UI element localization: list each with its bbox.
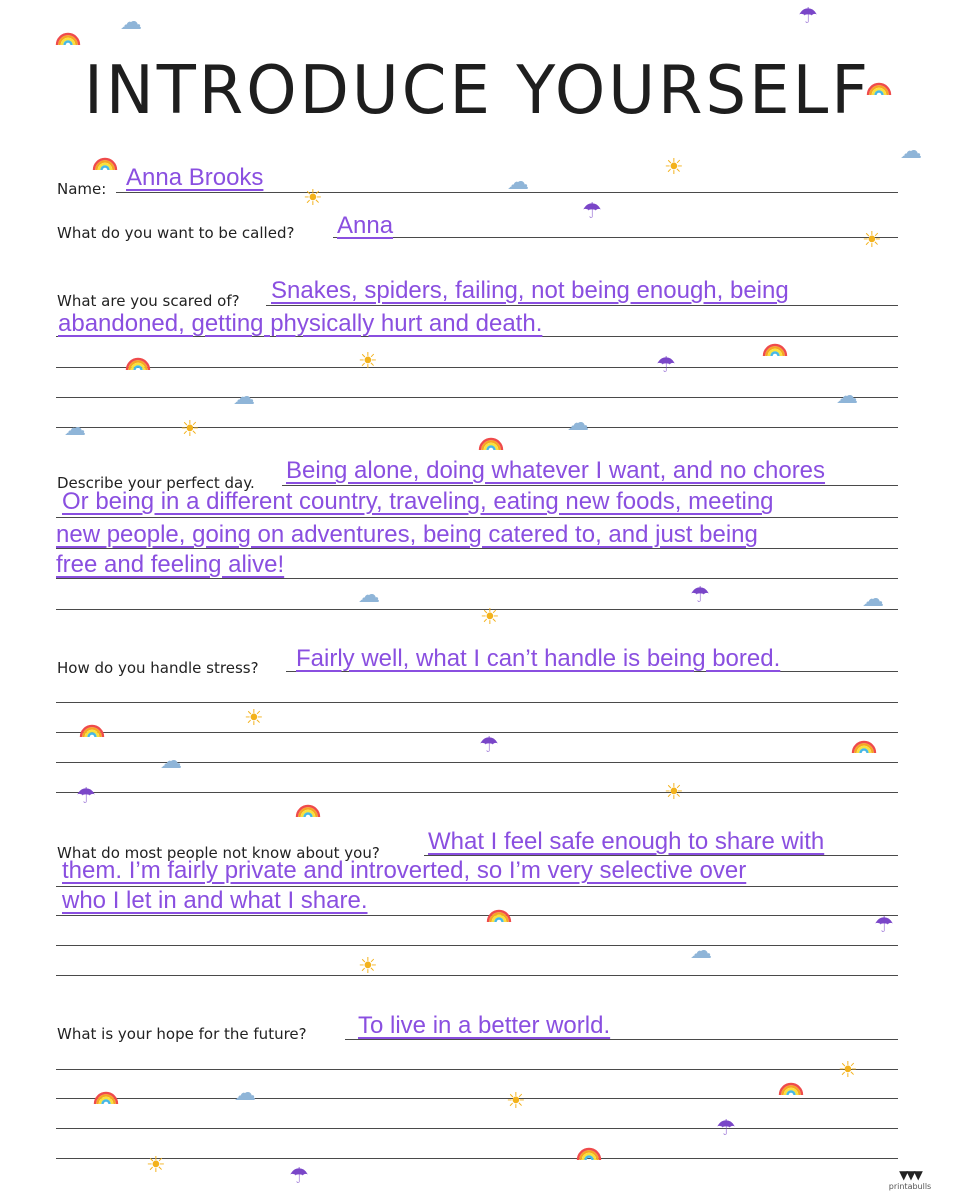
sun-icon: ☀ [244, 706, 264, 731]
worksheet-title: INTRODUCE YOURSELF [83, 52, 872, 130]
rain-cloud-icon: ☁ [507, 170, 529, 195]
answer-perfect-day-line-1: Being alone, doing whatever I want, and no chores [286, 457, 826, 484]
sun-icon: ☀ [664, 155, 684, 180]
rainbow-icon [866, 76, 892, 96]
sun-icon: ☀ [146, 1153, 166, 1178]
rainbow-icon [778, 1076, 804, 1096]
rain-cloud-icon: ☁ [836, 384, 858, 409]
answer-perfect-day-line-4: free and feeling alive! [56, 551, 285, 578]
question-label-name: Name: [57, 180, 107, 198]
rainbow-icon [576, 1141, 602, 1161]
sun-icon: ☀ [862, 228, 882, 253]
umbrella-rain-icon: ☂ [479, 733, 499, 758]
rainbow-icon [93, 1085, 119, 1105]
umbrella-rain-icon: ☂ [582, 199, 602, 224]
sun-icon: ☀ [303, 186, 323, 211]
sun-icon: ☀ [480, 605, 500, 630]
umbrella-rain-icon: ☂ [656, 353, 676, 378]
answer-perfect-day-line-3: new people, going on adventures, being catered to, and just being [56, 521, 758, 548]
question-label-called: What do you want to be called? [57, 224, 295, 242]
rain-cloud-icon: ☁ [120, 10, 142, 35]
rain-cloud-icon: ☁ [233, 385, 255, 410]
sun-icon: ☀ [664, 780, 684, 805]
umbrella-rain-icon: ☂ [716, 1116, 736, 1141]
answer-not-know-line-1: What I feel safe enough to share with [428, 828, 825, 855]
question-label-not-know: What do most people not know about you? [57, 844, 380, 862]
rainbow-icon [851, 734, 877, 754]
answer-scared-line-1: Snakes, spiders, failing, not being enough, being [271, 277, 789, 304]
rainbow-icon [79, 718, 105, 738]
answer-name: Anna Brooks [126, 164, 264, 191]
rain-cloud-icon: ☁ [567, 411, 589, 436]
umbrella-rain-icon: ☂ [874, 913, 894, 938]
question-label-hope: What is your hope for the future? [57, 1025, 307, 1043]
rule-line [56, 915, 898, 916]
rule-line [56, 762, 898, 763]
question-label-perfect-day: Describe your perfect day. [57, 474, 255, 492]
answer-hope: To live in a better world. [358, 1012, 611, 1039]
rule-line [56, 367, 898, 368]
sun-icon: ☀ [180, 417, 200, 442]
rain-cloud-icon: ☁ [64, 416, 86, 441]
rain-cloud-icon: ☁ [900, 139, 922, 164]
rule-line [56, 1098, 898, 1099]
rule-line [56, 397, 898, 398]
answer-not-know-line-2: them. I’m fairly private and introverted, so I’m very selective over [62, 857, 747, 884]
rain-cloud-icon: ☁ [358, 583, 380, 608]
rainbow-icon [478, 431, 504, 451]
rule-line [56, 609, 898, 610]
umbrella-rain-icon: ☂ [76, 784, 96, 809]
rainbow-icon [762, 337, 788, 357]
rainbow-icon [486, 903, 512, 923]
brand-logo [880, 1168, 940, 1191]
rain-cloud-icon: ☁ [690, 939, 712, 964]
rain-cloud-icon: ☁ [862, 587, 884, 612]
brand-logo-text: printabulls [888, 1182, 932, 1191]
brand-logo-mark: ▼▼▼ [899, 1168, 921, 1182]
rule-line [56, 792, 898, 793]
rule-line [282, 485, 898, 486]
question-label-stress: How do you handle stress? [57, 659, 259, 677]
answer-stress: Fairly well, what I can’t handle is being bored. [296, 645, 781, 672]
umbrella-rain-icon: ☂ [690, 583, 710, 608]
answer-scared-line-2: abandoned, getting physically hurt and death. [58, 310, 543, 337]
answer-not-know-line-3: who I let in and what I share. [62, 887, 368, 914]
sun-icon: ☀ [506, 1089, 526, 1114]
sun-icon: ☀ [358, 954, 378, 979]
umbrella-rain-icon: ☂ [798, 4, 818, 29]
rain-cloud-icon: ☁ [160, 749, 182, 774]
rainbow-icon [92, 151, 118, 171]
answer-called: Anna [337, 212, 394, 239]
rule-line [266, 305, 898, 306]
rule-line [333, 237, 898, 238]
rule-line [56, 1069, 898, 1070]
rule-line [56, 702, 898, 703]
rule-line [56, 945, 898, 946]
rule-line [56, 517, 898, 518]
answer-perfect-day-line-2: Or being in a different country, traveling, eating new foods, meeting [62, 488, 774, 515]
rain-cloud-icon: ☁ [234, 1081, 256, 1106]
umbrella-rain-icon: ☂ [289, 1164, 309, 1189]
rule-line [56, 1158, 898, 1159]
rainbow-icon [295, 798, 321, 818]
sun-icon: ☀ [358, 349, 378, 374]
question-label-scared: What are you scared of? [57, 292, 240, 310]
rainbow-icon [125, 351, 151, 371]
rule-line [56, 732, 898, 733]
rule-line [56, 975, 898, 976]
rainbow-icon [55, 26, 81, 46]
rule-line [56, 1128, 898, 1129]
sun-icon: ☀ [838, 1058, 858, 1083]
